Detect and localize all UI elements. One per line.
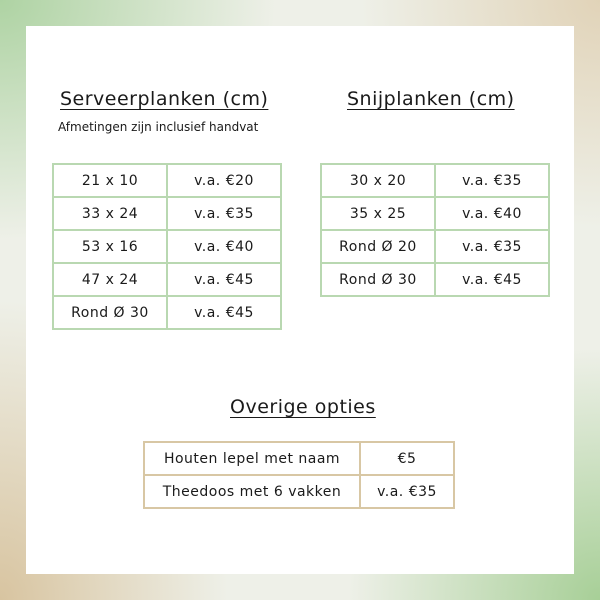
price-cell: v.a. €45 [435,263,549,296]
size-cell: 33 x 24 [53,197,167,230]
table-row [53,296,281,329]
table-row [53,164,281,197]
price-cell: v.a. €20 [167,164,281,197]
table-row [53,230,281,263]
price-cell: v.a. €35 [360,475,454,508]
table-row [321,230,549,263]
price-cell: €5 [360,442,454,475]
snijplanken-title: Snijplanken (cm) [347,88,515,110]
table-row [53,263,281,296]
table-row [144,475,454,508]
price-cell: v.a. €35 [435,230,549,263]
serveerplanken-title: Serveerplanken (cm) [60,88,269,110]
size-cell: Rond Ø 30 [53,296,167,329]
price-cell: v.a. €45 [167,263,281,296]
item-cell: Theedoos met 6 vakken [144,475,360,508]
price-cell: v.a. €45 [167,296,281,329]
price-cell: v.a. €40 [167,230,281,263]
snijplanken-table [320,163,550,297]
serveerplanken-table [52,163,282,330]
overige-opties-title: Overige opties [230,396,376,418]
size-cell: 47 x 24 [53,263,167,296]
table-row [321,197,549,230]
size-cell: 35 x 25 [321,197,435,230]
size-cell: 21 x 10 [53,164,167,197]
price-cell: v.a. €35 [167,197,281,230]
overige-opties-table [143,441,455,509]
size-cell: 53 x 16 [53,230,167,263]
size-cell: 30 x 20 [321,164,435,197]
table-row [321,164,549,197]
size-cell: Rond Ø 30 [321,263,435,296]
table-row [144,442,454,475]
table-row [53,197,281,230]
price-cell: v.a. €35 [435,164,549,197]
table-row [321,263,549,296]
serveerplanken-subtitle: Afmetingen zijn inclusief handvat [58,120,259,134]
size-cell: Rond Ø 20 [321,230,435,263]
price-cell: v.a. €40 [435,197,549,230]
item-cell: Houten lepel met naam [144,442,360,475]
